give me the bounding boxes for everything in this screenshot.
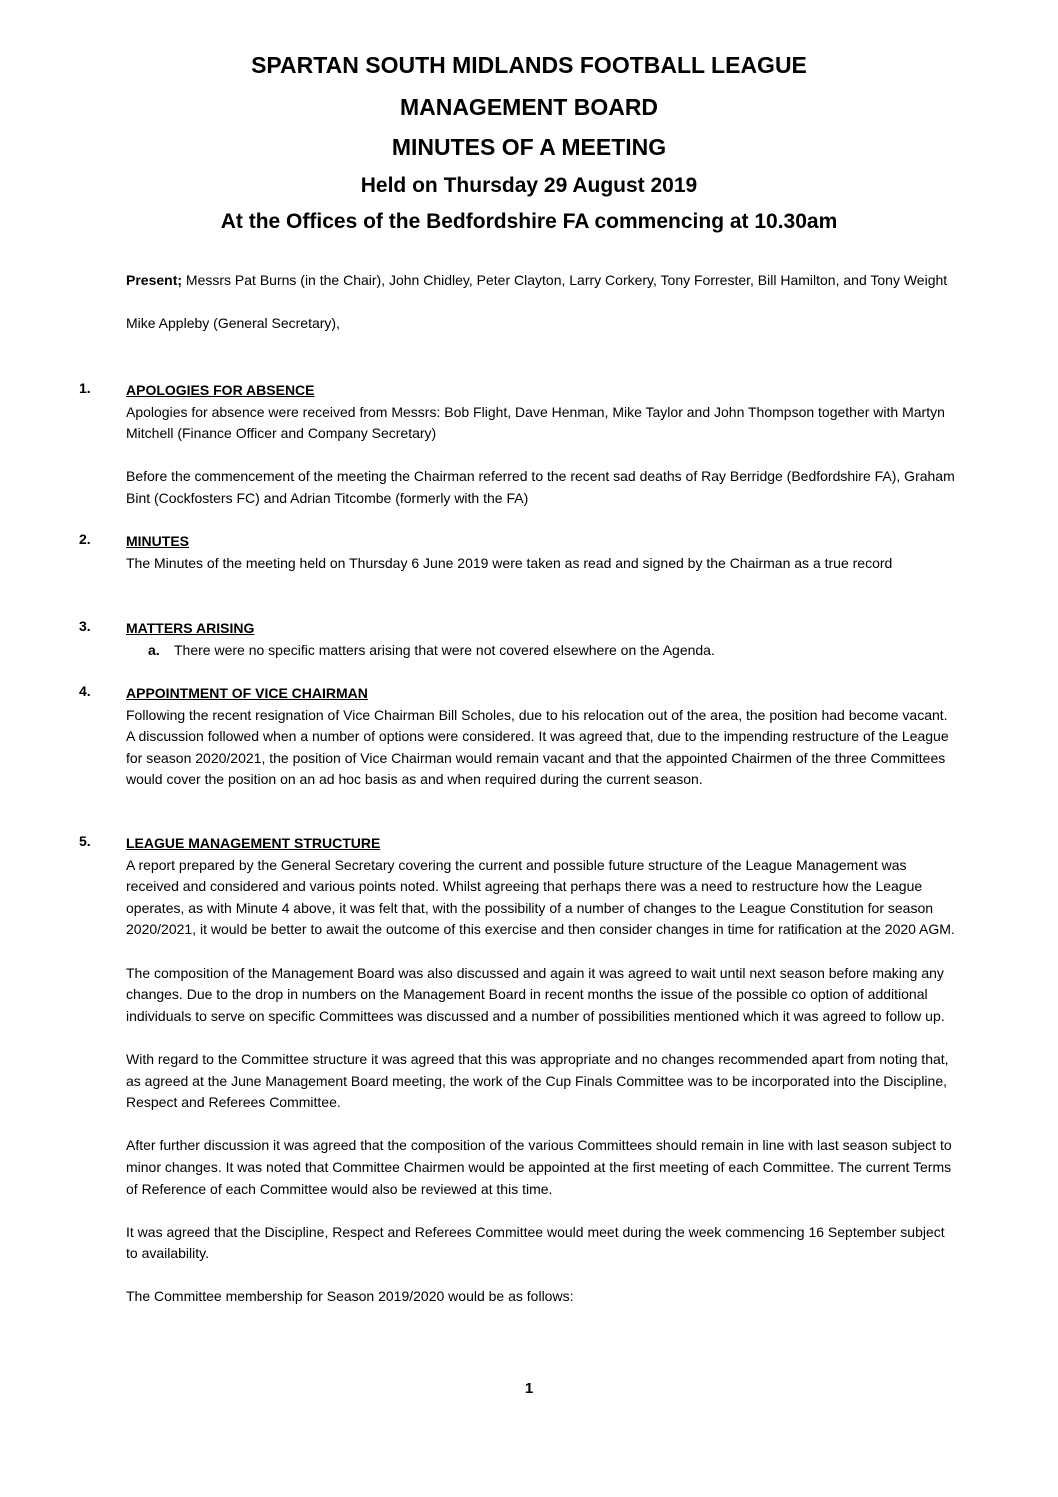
- meeting-location: At the Offices of the Bedfordshire FA commencing at 10.30am: [220, 210, 838, 233]
- section-5-number: 5.: [79, 833, 91, 849]
- section-2-paragraph: The Minutes of the meeting held on Thursday 6 June 2019 were taken as read and signed by the Chairman as a true record: [126, 554, 893, 571]
- secretary-line: Mike Appleby (General Secretary),: [126, 315, 340, 332]
- present-paragraph: [126, 270, 956, 292]
- section-5-paragraph: It was agreed that the Discipline, Respect and Referees Committee would meet during the week commencing 16 September subject to availability.: [126, 1223, 945, 1262]
- present-block: [126, 270, 956, 335]
- section-5-paragraph: With regard to the Committee structure it was agreed that this was appropriate and no changes recommended apart from noting that, as agreed at the June Management Board meeting, the work of the Cup Finals Committee was to be incorporated into the Discipline, Respect and Referees Committee.: [126, 1050, 949, 1111]
- section-1-number: 1.: [79, 380, 91, 396]
- section-4: [126, 683, 956, 791]
- section-5-paragraph: A report prepared by the General Secretary covering the current and possible future structure of the League Management was received and considered and various points noted. Whilst agreeing that perhaps there was a need to restructure how the League operates, as with Minute 4 above, it was felt that, with the possibility of a number of changes to the League Constitution for season 2020/2021, it would be better to await the outcome of this exercise and then consider changes in time for ratification at the 2020 AGM.: [126, 856, 955, 938]
- meeting-date: Held on Thursday 29 August 2019: [360, 174, 698, 197]
- section-5: [126, 833, 956, 1308]
- minutes-title: MINUTES OF A MEETING: [391, 134, 667, 160]
- section-1-title: APOLOGIES FOR ABSENCE: [126, 382, 315, 398]
- present-label: Present;: [126, 272, 183, 288]
- league-title: SPARTAN SOUTH MIDLANDS FOOTBALL LEAGUE: [251, 52, 807, 78]
- section-3-sub-text: There were no specific matters arising that were not covered elsewhere on the Agenda.: [174, 641, 715, 658]
- section-3-title: MATTERS ARISING: [126, 620, 255, 636]
- present-text: Messrs Pat Burns (in the Chair), John Chidley, Peter Clayton, Larry Corkery, Tony Forrester, Bill Hamilton, and Tony Weight: [182, 272, 948, 288]
- section-4-number: 4.: [79, 683, 91, 699]
- section-4-title: APPOINTMENT OF VICE CHAIRMAN: [126, 685, 368, 701]
- board-title: MANAGEMENT BOARD: [399, 94, 659, 120]
- section-2: [126, 531, 956, 574]
- section-3-sub-letter: a.: [148, 641, 160, 658]
- section-3-subitem: [126, 640, 956, 662]
- section-3-number: 3.: [79, 618, 91, 634]
- section-5-paragraph: The composition of the Management Board was also discussed and again it was agreed to wait until next season before making any changes. Due to the drop in numbers on the Management Board in recent months the issue of the possible co option of additional individuals to serve on specific Committees was discussed and a number of possibilities mentioned which it was agreed to follow up.: [126, 964, 945, 1024]
- section-2-title: MINUTES: [126, 533, 189, 549]
- section-5-paragraph: After further discussion it was agreed that the composition of the various Committees should remain in line with last season subject to minor changes. It was noted that Committee Chairmen would be appointed at the first meeting of each Committee. The current Terms of Reference of each Committee would also be reviewed at this time.: [126, 1137, 952, 1197]
- page-number: 1: [524, 1380, 534, 1397]
- section-5-title: LEAGUE MANAGEMENT STRUCTURE: [126, 835, 381, 851]
- section-1-paragraph: Apologies for absence were received from Messrs: Bob Flight, Dave Henman, Mike Taylor and John Thompson together with Martyn Mitchell (Finance Officer and Company Secretary): [126, 403, 945, 442]
- section-1: [126, 380, 956, 510]
- section-3: [126, 618, 956, 661]
- section-2-number: 2.: [79, 531, 91, 547]
- section-4-paragraph: Following the recent resignation of Vice Chairman Bill Scholes, due to his relocation out of the area, the position had become vacant. A discussion followed when a number of options were considered. It was agreed that, due to the impending restructure of the League for season 2020/2021, the position of Vice Chairman would remain vacant and that the appointed Chairmen of the three Committees would cover the position on an ad hoc basis as and when required during the current season.: [126, 706, 949, 788]
- section-5-paragraph: The Committee membership for Season 2019/2020 would be as follows:: [126, 1288, 574, 1305]
- section-1-paragraph: Before the commencement of the meeting the Chairman referred to the recent sad deaths of Ray Berridge (Bedfordshire FA), Graham Bint (Cockfosters FC) and Adrian Titcombe (formerly with the FA): [126, 468, 955, 506]
